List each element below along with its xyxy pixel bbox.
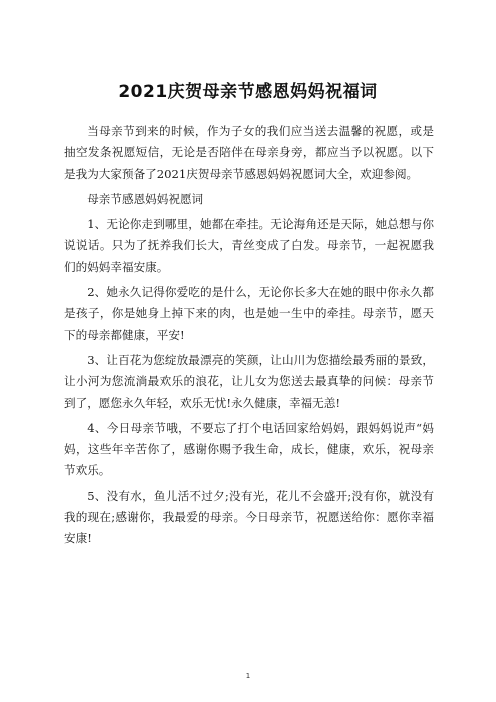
wish-paragraph-2: 2、她永久记得你爱吃的是什么，无论你长多大在她的眼中你永久都是孩子，你是她身上掉下来的肉，也是她一生中的牵挂。母亲节，愿天下的母亲都健康，平安! [64,285,434,342]
document-body [64,121,434,554]
wish-paragraph-1: 1、无论你走到哪里，她都在牵挂。无论海角还是天际，她总想与你说说话。只为了抚养我们长大，青丝变成了白发。母亲节，一起祝愿我们的妈妈幸福安康。 [64,217,434,274]
page-number: 1 [245,672,251,680]
section-heading: 母亲节感恩妈妈祝愿词 [87,191,204,206]
wish-paragraph-5: 5、没有水，鱼儿活不过夕;没有光，花儿不会盛开;没有你，就没有我的现在;感谢你，我最爱的母亲。今日母亲节，祝愿送给你：愿你幸福安康! [64,488,434,546]
document-title: 2021庆贺母亲节感恩妈妈祝福词 [118,82,378,102]
intro-paragraph: 当母亲节到来的时候，作为子女的我们应当送去温馨的祝愿，或是抽空发条祝愿短信，无论是否陪伴在母亲身旁，都应当予以祝愿。以下是我为大家预备了2021庆贺母亲节感恩妈妈祝愿词大全，欢迎参阅。 [64,124,434,181]
wish-paragraph-3: 3、让百花为您绽放最漂亮的笑颜，让山川为您描绘最秀丽的景致，让小河为您流淌最欢乐的浪花，让儿女为您送去最真挚的问候：母亲节到了，愿您永久年轻，欢乐无忧!永久健康，幸福无恙! [64,352,434,410]
wish-paragraph-4: 4、今日母亲节哦，不要忘了打个电话回家给妈妈，跟妈妈说声“妈妈，这些年辛苦你了，感谢你赐予我生命，成长，健康，欢乐，祝母亲节欢乐。 [64,420,434,478]
